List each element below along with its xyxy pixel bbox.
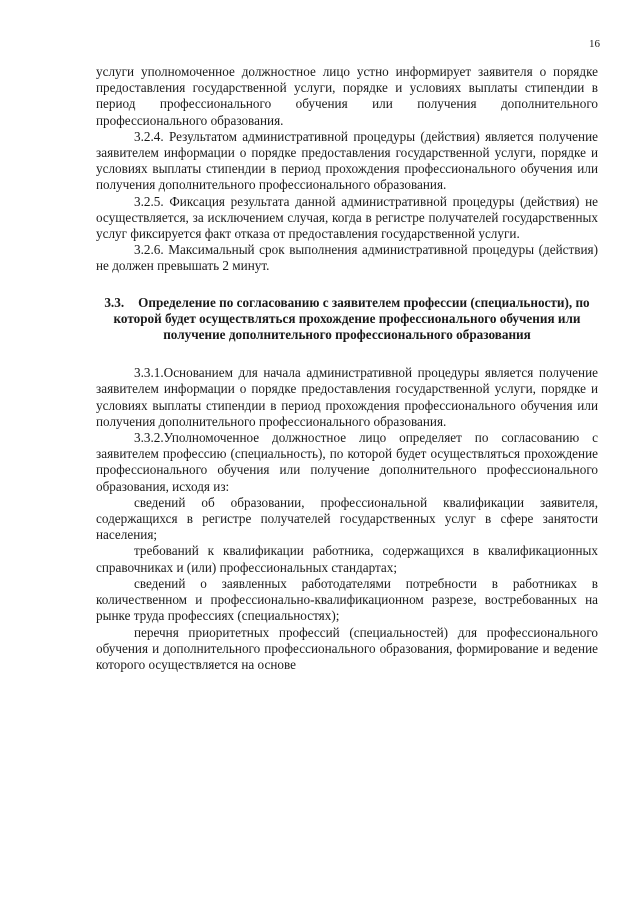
list-item-education: сведений об образовании, профессиональной квалификации заявителя, содержащихся в регистре получателей государственных услуг в сфере занятости населения; (96, 494, 598, 543)
section-heading (96, 295, 598, 344)
paragraph-3-2-6: 3.2.6. Максимальный срок выполнения административной процедуры (действия) не должен превышать 2 минут. (96, 242, 598, 274)
list-item-employer-needs: сведений о заявленных работодателями потребности в работниках в количественном и профессионально-квалификационном разрезе, востребованных на рынке труда профессиях (специальностях); (96, 575, 598, 624)
list-item-priority-professions: перечня приоритетных профессий (специальностей) для профессионального обучения и дополнительного профессионального образования, формирование и ведение которого осуществляется на основе (96, 624, 598, 672)
paragraph-3-3-2: 3.3.2.Уполномоченное должностное лицо определяет по согласованию с заявителем профессию (специальность), по которой будет осуществляться прохождение профессионального обучения или получение дополнительного профессионального образования, исходя из: (96, 430, 598, 494)
section-title: Определение по согласованию с заявителем профессии (специальности), по которой будет осуществляться прохождение профессионального обучения или получение дополнительного профессионального образования (113, 294, 590, 343)
paragraph-3-2-5: 3.2.5. Фиксация результата данной административной процедуры (действия) не осуществляется, за исключением случая, когда в регистре получателей государственных услуг фиксируется факт отказа от предоставления государственной услуги. (96, 193, 598, 242)
page-number: 16 (589, 38, 600, 50)
paragraph: услуги уполномоченное должностное лицо устно информирует заявителя о порядке предоставления государственной услуги, порядке и условиях выплаты стипендии в период профессионального обучения или получения дополнительного профессионального образования. (96, 64, 598, 128)
document-body (96, 64, 598, 673)
list-item-qualification: требований к квалификации работника, содержащихся в квалификационных справочниках и (или) профессиональных стандартах; (96, 543, 598, 575)
section-number: 3.3. (104, 294, 125, 310)
paragraph-3-3-1: 3.3.1.Основанием для начала административной процедуры является получение заявителем информации о порядке предоставления государственной услуги, порядке и условиях выплаты стипендии в период прохождения профессионального обучения или получения дополнительного профессионального образования. (96, 365, 598, 429)
paragraph-3-2-4: 3.2.4. Результатом административной процедуры (действия) является получение заявителем информации о порядке предоставления государственной услуги, порядке и условиях выплаты стипендии в период прохождения профессионального обучения или получения дополнительного профессионального образования. (96, 128, 598, 193)
